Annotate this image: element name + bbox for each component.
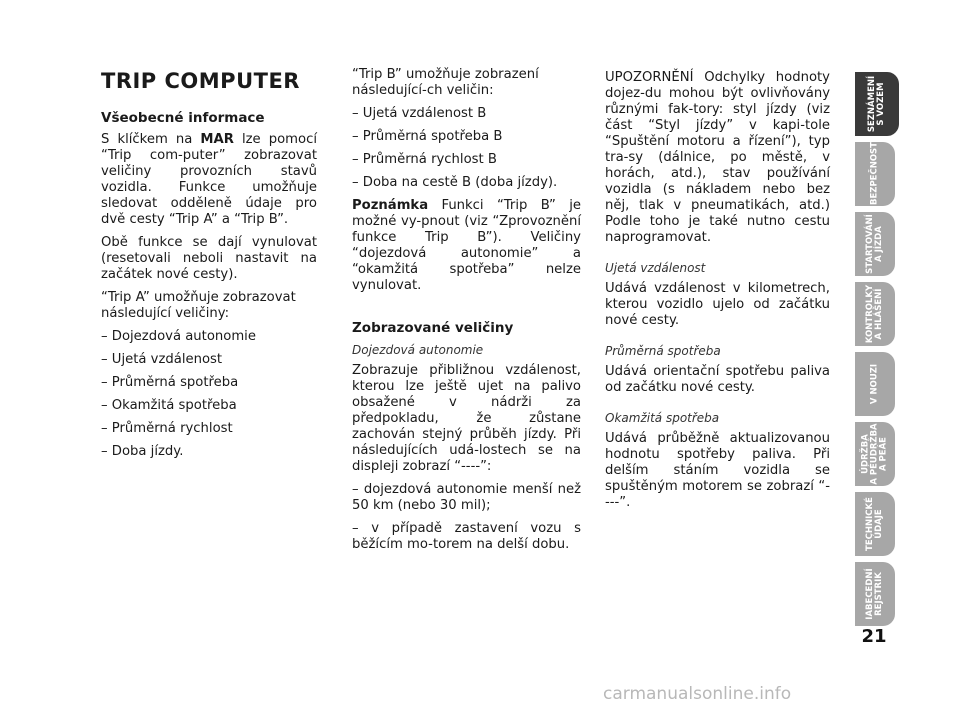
subheading-inst-consumption: Okamžitá spotřeba [605,411,720,425]
tab-v-nouzi[interactable] [855,352,895,416]
tab-label: BEZPEČNOST [869,142,880,205]
subheading-avg-consumption: Průměrná spotřeba [605,344,721,358]
paragraph-condition-2: – v případě zastavení vozu s běžícím mo-torem na delší dobu. [352,521,581,552]
paragraph-inst-consumption: Udává průběžně aktualizovanou hodnotu spotřeby paliva. Při delším stáním vozidla se spuštěným motorem se zobrazí “----”. [605,431,830,510]
text-run: lze pomocí “Trip com-puter” zobrazovat veličiny provozních stavů vozidla. Funkce umožňuje sledovat odděleně údaje pro dvě cesty “Trip A” a “Trip B”. [101,132,317,227]
list-item: – Okamžitá spotřeba [101,398,237,413]
list-item: – Ujetá vzdálenost B [352,106,487,121]
tab-udrzba[interactable] [855,422,895,486]
tab-kontrolky[interactable] [855,282,895,346]
column-1 [101,66,317,467]
watermark: carmanualsonline.info [603,684,792,704]
text-run: Funkci “Trip B” je možné vy-pnout (viz “Zprovoznění funkce Trip B”). Veličiny “dojezdová autonomie” a “okamžitá spotřeba” nelze vynulovat. [352,198,581,293]
paragraph-range: Zobrazuje přibližnou vzdálenost, kterou lze ještě ujet na palivo obsažené v nádrži za předpokladu, že zůstane zachován stejný průběh jízdy. Při následujících udá-lostech se na displeji zobrazí “----”: [352,363,581,474]
tab-rejstrik[interactable] [855,562,895,626]
paragraph-trip-b: “Trip B” umožňuje zobrazení následující-ch veličin: [352,67,539,98]
paragraph-trip-a: “Trip A” umožňuje zobrazovat následující veličiny: [101,290,296,321]
column-2 [352,67,581,560]
section-heading-displayed: Zobrazované veličiny [352,320,514,336]
list-item: – Průměrná rychlost [101,421,233,436]
list-item: – Doba jízdy. [101,444,184,459]
tab-label: ÚDRŽBA A PÉUDRŽBA A PEÁE [860,423,889,485]
list-item: – Ujetá vzdálenost [101,352,223,367]
tab-label: IABECEDNÍ REJSTRIK [865,568,884,620]
key-position-mar: MAR [200,132,234,147]
text-run: S klíčkem na [101,132,201,147]
tab-seznameni[interactable] [855,72,899,136]
subheading-distance: Ujetá vzdálenost [605,261,706,275]
note-label: Poznámka [352,198,429,213]
page-number: 21 [861,626,887,647]
paragraph-intro [101,132,317,228]
tab-label: V NOUZI [869,363,880,405]
tab-technicke-udaje[interactable] [855,492,895,556]
warning-paragraph: UPOZORNĚNÍ Odchylky hodnoty dojez-du mohou být ovlivňovány různými fak-tory: styl jízdy (viz část “Styl jízdy” v kapi-tole “Spuštění motoru a řízení”), typ tra-sy (dálnice, po městě, v horách, atd.), stav používání vozidla (s nákladem nebo bez něj, tlak v pneumatikách, atd.) Podle toho je také nutno cestu naprogramovat. [605,70,830,245]
list-item: – Průměrná spotřeba [101,375,239,390]
tab-label: KONTROLKY A HLÁŠENÍ [865,284,884,344]
column-3 [605,70,830,518]
tab-startovani[interactable] [855,212,895,276]
note-paragraph [352,198,581,294]
paragraph-condition-1: – dojezdová autonomie menší než 50 km (nebo 30 mil); [352,482,581,513]
tab-label: SEZNÁMENÍ S VOZEM [867,75,886,133]
section-heading-general: Všeobecné informace [101,110,265,126]
paragraph-distance: Udává vzdálenost v kilometrech, kterou vozidlo ujelo od začátku nové cesty. [605,281,830,328]
paragraph-reset: Obě funkce se dají vynulovat (resetovali neboli nastavit na začátek nové cesty). [101,235,317,282]
list-item: – Dojezdová autonomie [101,329,256,344]
page-title: TRIP COMPUTER [101,69,300,93]
paragraph-avg-consumption: Udává orientační spotřebu paliva od začátku nové cesty. [605,364,830,395]
tab-label: STARTOVÁNÍ A JÍZDA [865,214,884,274]
tab-label: TECHNICKÉ ÚDAJE [865,497,884,551]
list-item: – Průměrná rychlost B [352,152,497,167]
subheading-range: Dojezdová autonomie [352,343,484,357]
list-item: – Průměrná spotřeba B [352,129,503,144]
tab-bezpecnost[interactable] [855,142,895,206]
list-item: – Doba na cestě B (doba jízdy). [352,175,558,190]
